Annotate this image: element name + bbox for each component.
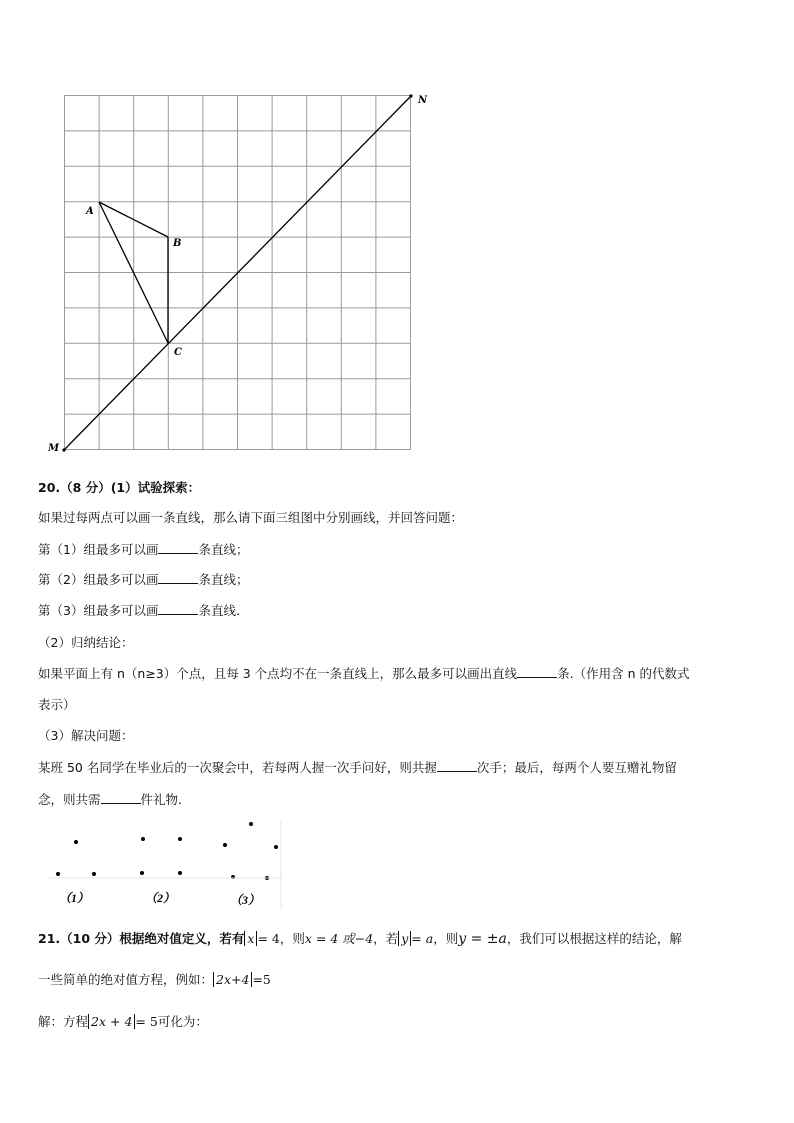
answer-blank-6[interactable]	[101, 791, 141, 804]
group-1-dots	[56, 840, 96, 876]
group-2-dots	[140, 837, 182, 875]
q20-line1: 第（1）组最多可以画 条直线；	[38, 542, 249, 557]
q20-part3-cont: 念，则共需 件礼物.	[38, 792, 182, 807]
q20-part2-cont: 表示）	[38, 697, 76, 712]
abs-solution: 2x + 4	[88, 1014, 135, 1029]
q21-line2: 一些简单的绝对值方程，例如： 2x+4 =5	[38, 972, 271, 987]
q20-line3: 第（3）组最多可以画 条直线.	[38, 603, 240, 618]
group-3-label: （3）	[230, 893, 261, 907]
point-m	[62, 448, 65, 451]
answer-blank-4[interactable]	[517, 665, 557, 678]
q20-line2: 第（2）组最多可以画 条直线；	[38, 572, 249, 587]
q20-part2-title: （2）归纳结论：	[38, 635, 134, 650]
geometry-figure	[40, 85, 440, 460]
label-a: A	[86, 206, 94, 217]
point-n	[409, 94, 412, 97]
abs-example: 2x+4	[213, 972, 252, 987]
q20-header: 20.（8 分）(1）试验探索：	[38, 480, 201, 495]
label-c: C	[174, 347, 182, 358]
answer-blank-1[interactable]	[158, 541, 198, 554]
group-2-label: （2）	[145, 891, 176, 905]
label-b: B	[173, 238, 182, 249]
q20-part3: 某班 50 名同学在毕业后的一次聚会中，若每两人握一次手问好，则共握 次手；最后，每两个人要互赠礼物留	[38, 760, 677, 775]
q20-part3-title: （3）解决问题：	[38, 728, 134, 743]
abs-x: x	[244, 931, 257, 946]
q21-solution: 解：方程 2x + 4 = 5可化为：	[38, 1014, 208, 1029]
answer-blank-5[interactable]	[437, 759, 477, 772]
q20-part2: 如果平面上有 n（n≥3）个点，且每 3 个点均不在一条直线上，那么最多可以画出直线 条.（作用含 n 的代数式	[38, 666, 690, 681]
answer-blank-2[interactable]	[158, 571, 198, 584]
group-1-label: （1）	[59, 891, 90, 905]
q21-header: 21.（10 分）根据绝对值定义，若有 x = 4，则x = 4 或−4，若 y = a，则y = ±a，我们可以根据这样的结论，解	[38, 931, 682, 947]
q20-intro: 如果过每两点可以画一条直线，那么请下面三组图中分别画线，并回答问题：	[38, 510, 464, 525]
label-n: N	[418, 95, 428, 106]
group-3-dots	[223, 822, 278, 880]
label-m: M	[48, 443, 60, 454]
abs-y: y	[398, 931, 411, 946]
answer-blank-3[interactable]	[158, 602, 198, 615]
dot-groups-figure	[45, 818, 285, 913]
